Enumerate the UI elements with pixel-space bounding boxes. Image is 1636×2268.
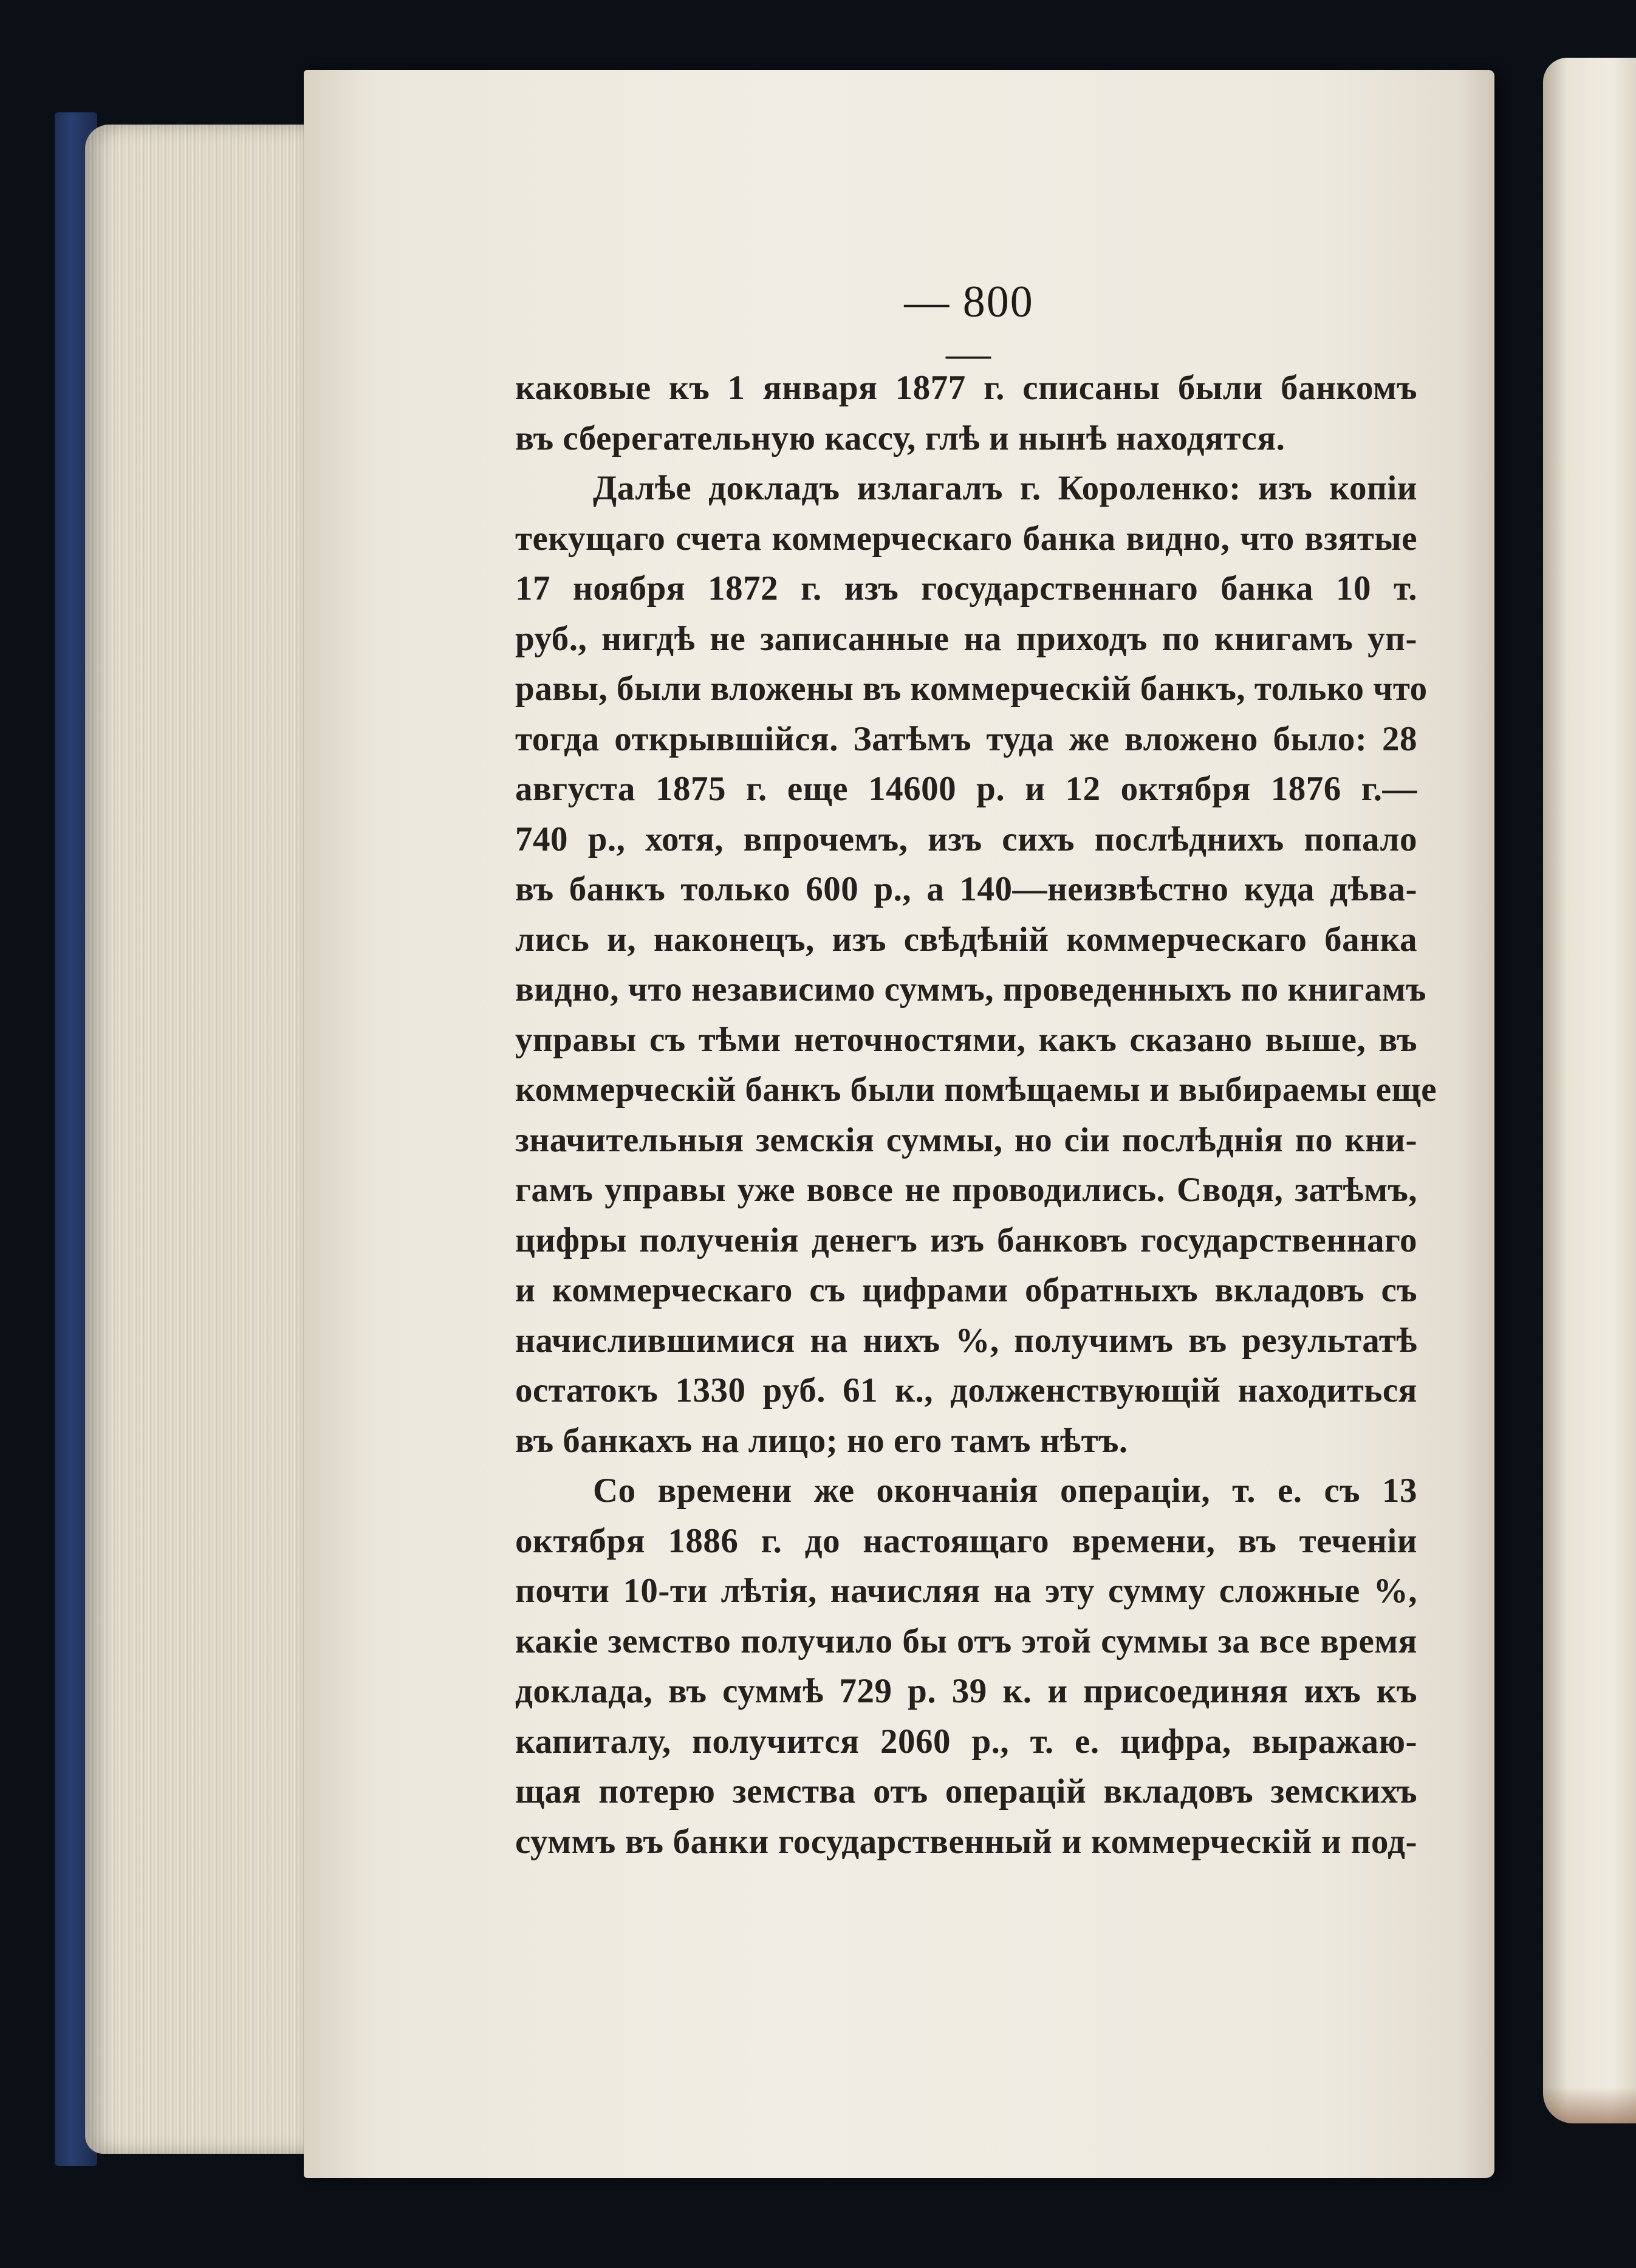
text-line: лись и, наконецъ, изъ свѣдѣній коммерческаго банка bbox=[515, 920, 1417, 959]
body-text bbox=[515, 363, 1437, 1867]
facing-page-shadow bbox=[1543, 2087, 1636, 2123]
text-line: октября 1886 г. до настоящаго времени, въ теченіи bbox=[515, 1521, 1417, 1560]
page-number: — 800 — bbox=[904, 277, 1034, 379]
text-line: какіе земство получило бы отъ этой суммы за все время bbox=[515, 1622, 1417, 1660]
facing-page-edge bbox=[1543, 58, 1636, 2123]
text-line: руб., нигдѣ не записанные на приходъ по книгамъ уп- bbox=[515, 619, 1417, 658]
text-line: августа 1875 г. еще 14600 р. и 12 октября 1876 г.— bbox=[515, 770, 1417, 808]
text-line: начислившимися на нихъ %, получимъ въ результатѣ bbox=[515, 1321, 1417, 1360]
text-line: гамъ управы уже вовсе не проводились. Сводя, затѣмъ, bbox=[515, 1171, 1417, 1209]
text-line: цифры полученія денегъ изъ банковъ государственнаго bbox=[515, 1221, 1417, 1259]
text-line: текущаго счета коммерческаго банка видно, что взятые bbox=[515, 519, 1417, 558]
text-line: тогда открывшійся. Затѣмъ туда же вложено было: 28 bbox=[515, 719, 1417, 758]
text-line: почти 10-ти лѣтія, начисляя на эту сумму сложные %, bbox=[515, 1572, 1417, 1610]
text-line: Со времени же окончанія операціи, т. е. съ 13 bbox=[593, 1471, 1417, 1510]
text-line: въ банкахъ на лицо; но его тамъ нѣтъ. bbox=[515, 1421, 1128, 1460]
text-line: доклада, въ суммѣ 729 р. 39 к. и присоединяя ихъ къ bbox=[515, 1672, 1417, 1710]
text-line: остатокъ 1330 руб. 61 к., долженствующій находиться bbox=[515, 1371, 1417, 1410]
text-line: управы съ тѣми неточностями, какъ сказано выше, въ bbox=[515, 1020, 1417, 1059]
page-stack-edges bbox=[85, 125, 322, 2154]
text-line: 17 ноября 1872 г. изъ государственнаго банка 10 т. bbox=[515, 569, 1417, 608]
text-line: Далѣе докладъ излагалъ г. Короленко: изъ копіи bbox=[593, 469, 1417, 507]
text-line: видно, что независимо суммъ, проведенныхъ по книгамъ bbox=[515, 970, 1426, 1009]
text-line: и коммерческаго съ цифрами обратныхъ вкладовъ съ bbox=[515, 1271, 1417, 1309]
text-line: коммерческій банкъ были помѣщаемы и выбираемы еще bbox=[515, 1071, 1437, 1109]
text-line: значительныя земскія суммы, но сіи послѣднія по кни- bbox=[515, 1120, 1417, 1159]
text-line: въ сберегательную кассу, глѣ и нынѣ находятся. bbox=[515, 419, 1285, 457]
text-line: равы, были вложены въ коммерческій банкъ, только что bbox=[515, 670, 1428, 708]
text-line: 740 р., хотя, впрочемъ, изъ сихъ послѣднихъ попало bbox=[515, 820, 1417, 858]
text-line: щая потерю земства отъ операцій вкладовъ земскихъ bbox=[515, 1772, 1417, 1811]
text-line: въ банкъ только 600 р., а 140—неизвѣстно куда дѣва- bbox=[515, 870, 1417, 908]
text-line: капиталу, получится 2060 р., т. е. цифра, выражаю- bbox=[515, 1722, 1417, 1761]
text-line: каковые къ 1 января 1877 г. списаны были банкомъ bbox=[515, 369, 1417, 407]
text-line: суммъ въ банки государственный и коммерческій и под- bbox=[515, 1822, 1417, 1861]
